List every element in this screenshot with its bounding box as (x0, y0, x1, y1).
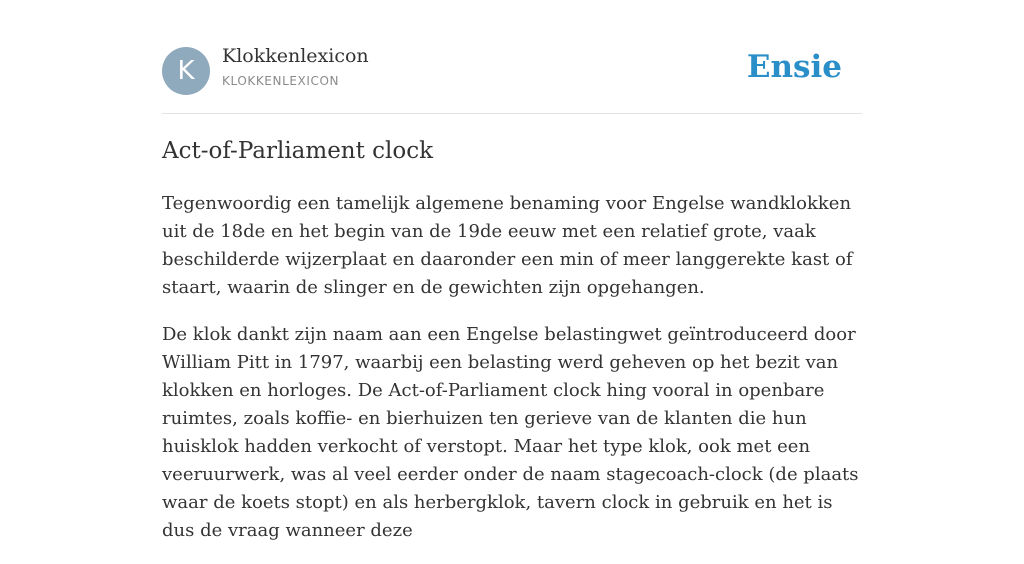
page-title: Act-of-Parliament clock (162, 138, 434, 164)
article-paragraph: De klok dankt zijn naam aan een Engelse belastingwet geïntroduceerd door William Pitt in 1797, waarbij een belasting werd geheven op het bezit van klokken en horloges. De Act-of-Parliament clock hing vooral in openbare ruimtes, zoals koffie- en bierhuizen ten gerieve van de klanten die hun huisklok hadden verkocht of verstopt. Maar het type klok, ook met een veeruurwerk, was al veel eerder onder de naam stagecoach-clock (de plaats waar de koets stopt) en als herbergklok, tavern clock in gebruik en het is dus de vraag wanneer deze (162, 324, 859, 541)
page-container (162, 0, 862, 541)
author-handle: KLOKKENLEXICON (222, 74, 340, 88)
avatar[interactable]: K (162, 47, 210, 95)
author-header (162, 0, 862, 114)
author-name-link[interactable]: Klokkenlexicon (222, 45, 369, 67)
article-paragraph: Tegenwoordig een tamelijk algemene benaming voor Engelse wandklokken uit de 18de en het begin van de 19de eeuw met een relatief grote, vaak beschilderde wijzerplaat en daaronder een min of meer langgerekte kast of staart, waarin de slinger en de gewichten zijn opgehangen. (162, 193, 853, 298)
article-body (162, 190, 862, 564)
brand-logo-link[interactable]: Ensie (746, 49, 842, 85)
